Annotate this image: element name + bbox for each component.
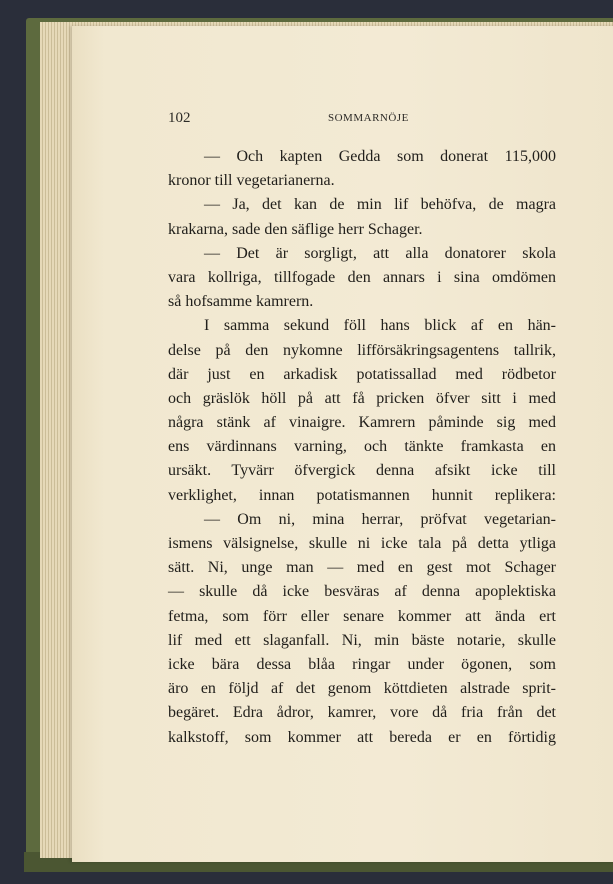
- text-line: — Och kapten Gedda som donerat 115,000: [204, 148, 556, 165]
- text-line: och gräslök höll på att få pricken öfver sitt i med: [168, 389, 556, 407]
- text-line: — Det är sorgligt, att alla donatorer skola: [204, 244, 556, 262]
- running-head: SOMMARNÖJE: [328, 112, 409, 124]
- page-number: 102: [168, 110, 191, 126]
- text-line: äro en följd af det genom köttdieten alstrade sprit-: [168, 680, 556, 698]
- text-line: ismens välsignelse, skulle ni icke tala på detta ytliga: [168, 535, 556, 552]
- body-text: [168, 145, 556, 750]
- text-line: krakarna, sade den säflige herr Schager.: [168, 220, 423, 238]
- text-line: — skulle då icke besväras af denna apoplektiska: [168, 583, 556, 601]
- text-line: vara kollriga, tillfogade den annars i sina omdömen: [168, 268, 556, 286]
- text-line: så hofsamme kamrern.: [168, 293, 314, 311]
- text-line: kronor till vegetarianerna.: [168, 172, 335, 190]
- text-line: — Ja, det kan de min lif behöfva, de magra: [204, 196, 556, 214]
- page-header: [168, 110, 558, 130]
- text-line: ursäkt. Tyvärr öfvergick denna afsikt icke till: [168, 462, 556, 480]
- text-line: lif med ett slaganfall. Ni, min bäste notarie, skulle: [168, 631, 556, 649]
- text-line: I samma sekund föll hans blick af en hän-: [204, 317, 556, 335]
- text-line: — Om ni, mina herrar, pröfvat vegetarian-: [204, 510, 556, 528]
- text-line: ens värdinnans varning, och tänkte framkasta en: [168, 438, 556, 456]
- text-line: där just en arkadisk potatissallad med rödbetor: [168, 365, 556, 383]
- text-line: begäret. Edra ådror, kamrer, vore då fria från det: [168, 704, 556, 722]
- text-line: verklighet, innan potatismannen hunnit replikera:: [168, 486, 556, 504]
- text-line: fetma, som förr eller senare kommer att ända ert: [168, 607, 556, 625]
- text-line: några stänk af vinaigre. Kamrern påminde sig med: [168, 414, 556, 432]
- text-line: sätt. Ni, unge man — med en gest mot Schager: [168, 559, 556, 577]
- text-line: delse på den nykomne lifförsäkringsagentens tallrik,: [168, 341, 556, 359]
- text-line: kalkstoff, som kommer att bereda er en förtidig: [168, 728, 556, 746]
- text-line: icke bära dessa blåa ringar under ögonen, som: [168, 655, 556, 673]
